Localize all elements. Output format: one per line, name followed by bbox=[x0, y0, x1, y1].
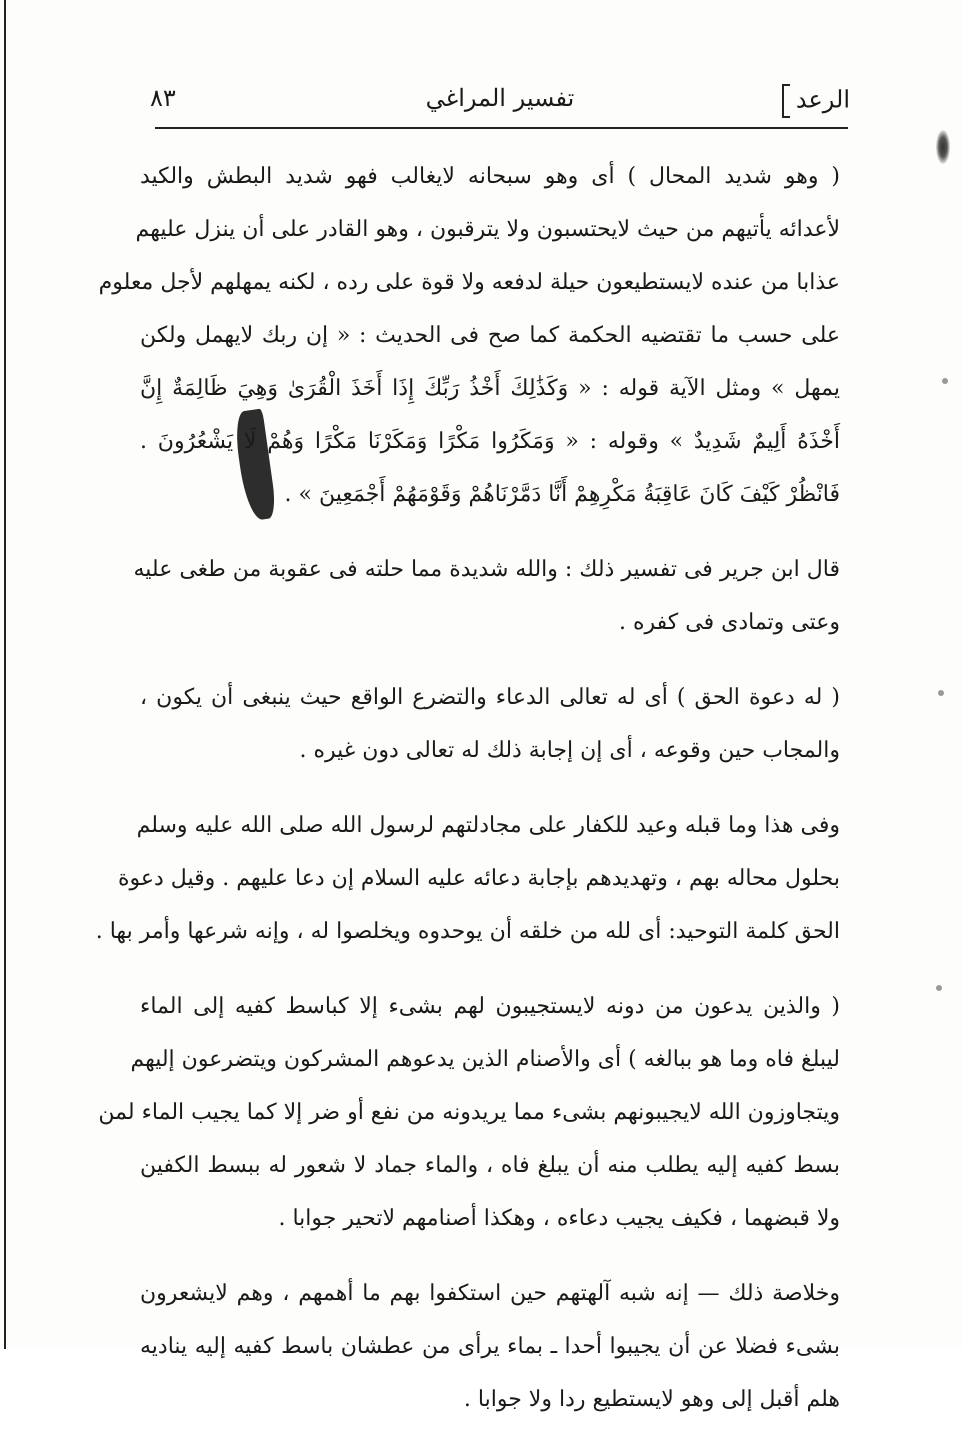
text-line: ولا قبضهما ، فكيف يجيب دعاءه ، وهكذا أصنامهم لاتحير جوابا . bbox=[278, 1206, 840, 1231]
text-line: فَانْظُرْ كَيْفَ كَانَ عَاقِبَةُ مَكْرِهِمْ أَنَّا دَمَّرْنَاهُمْ وَقَوْمَهُمْ أَجْمَعِينَ » . bbox=[284, 482, 840, 507]
page-number: ٨٣ bbox=[150, 84, 176, 112]
body-text bbox=[95, 150, 840, 1448]
running-header bbox=[150, 78, 850, 122]
header-section-label: الرعد bbox=[795, 85, 850, 114]
scan-speck bbox=[942, 378, 948, 384]
text-line: أَخْذَهُ أَلِيمٌ شَدِيدٌ » وقوله : « وَمَكَرُوا مَكْرًا وَمَكَرْنَا مَكْرًا وَهُمْ لَا يَشْعُرُونَ . bbox=[140, 429, 840, 454]
paragraph bbox=[140, 1267, 840, 1426]
scan-speck bbox=[936, 985, 942, 991]
text-line: قال ابن جرير فى تفسير ذلك : والله شديدة مما حلته فى عقوبة من طغى عليه bbox=[133, 557, 840, 582]
paragraph bbox=[98, 150, 840, 521]
paragraph bbox=[133, 543, 840, 649]
text-line: ( والذين يدعون من دونه لايستجيبون لهم بشىء إلا كباسط كفيه إلى الماء bbox=[140, 994, 840, 1019]
scan-speck bbox=[938, 690, 944, 696]
paragraph bbox=[95, 799, 840, 958]
text-line: ليبلغ فاه وما هو ببالغه ) أى والأصنام الذين يدعوهم المشركون ويتضرعون إليهم bbox=[130, 1047, 840, 1072]
text-line: ( وهو شديد المحال ) أى وهو سبحانه لايغالب فهو شديد البطش والكيد bbox=[140, 164, 840, 189]
scan-smudge bbox=[936, 130, 950, 164]
text-line: الحق كلمة التوحيد: أى لله من خلقه أن يوحدوه ويخلصوا له ، وإنه شرعها وأمر بها . bbox=[95, 919, 840, 944]
text-line: بحلول محاله بهم ، وتهديدهم بإجابة دعائه عليه السلام إن دعا عليهم . وقيل دعوة bbox=[117, 866, 840, 891]
page-edge-line bbox=[4, 0, 6, 1349]
text-line: بشىء فضلا عن أن يجيبوا أحدا ـ بماء يرأى من عطشان باسط كفيه إليه يناديه bbox=[140, 1334, 840, 1359]
text-line: لأعدائه يأتيهم من حيث لايحتسبون ولا يترقبون ، وهو القادر على أن ينزل عليهم bbox=[135, 217, 840, 242]
header-book-title: تفسير المراغي bbox=[425, 84, 575, 112]
text-line: على حسب ما تقتضيه الحكمة كما صح فى الحديث : « إن ربك لايهمل ولكن bbox=[140, 323, 840, 348]
text-line: هلم أقبل إلى وهو لايستطيع ردا ولا جوابا . bbox=[463, 1387, 840, 1412]
text-line: وعتى وتمادى فى كفره . bbox=[619, 610, 840, 635]
text-line: ويتجاوزون الله لايجيبونهم بشىء مما يريدونه من نفع أو ضر إلا كما يجيب الماء لمن bbox=[98, 1100, 840, 1125]
header-rule bbox=[155, 127, 848, 129]
paragraph bbox=[98, 980, 840, 1245]
text-line: وخلاصة ذلك — إنه شبه آلهتهم حين استكفوا بهم ما أهمهم ، وهم لايشعرون bbox=[140, 1281, 840, 1306]
text-line: يمهل » ومثل الآية قوله : « وَكَذَٰلِكَ أَخْذُ رَبِّكَ إِذَا أَخَذَ الْقُرَىٰ وَهِيَ ظَالِمَةٌ إِنَّ bbox=[140, 376, 840, 401]
text-line: والمجاب حين وقوعه ، أى إن إجابة ذلك له تعالى دون غيره . bbox=[299, 738, 840, 763]
text-line: وفى هذا وما قبله وعيد للكفار على مجادلتهم لرسول الله صلى الله عليه وسلم bbox=[136, 813, 840, 838]
text-line: بسط كفيه إليه يطلب منه أن يبلغ فاه ، والماء جماد لا شعور له ببسط الكفين bbox=[140, 1153, 840, 1178]
paragraph bbox=[140, 671, 840, 777]
text-line: ( له دعوة الحق ) أى له تعالى الدعاء والتضرع الواقع حيث ينبغى أن يكون ، bbox=[140, 685, 840, 710]
text-line: عذابا من عنده لايستطيعون حيلة لدفعه ولا قوة على رده ، لكنه يمهلهم لأجل معلوم bbox=[98, 270, 840, 295]
